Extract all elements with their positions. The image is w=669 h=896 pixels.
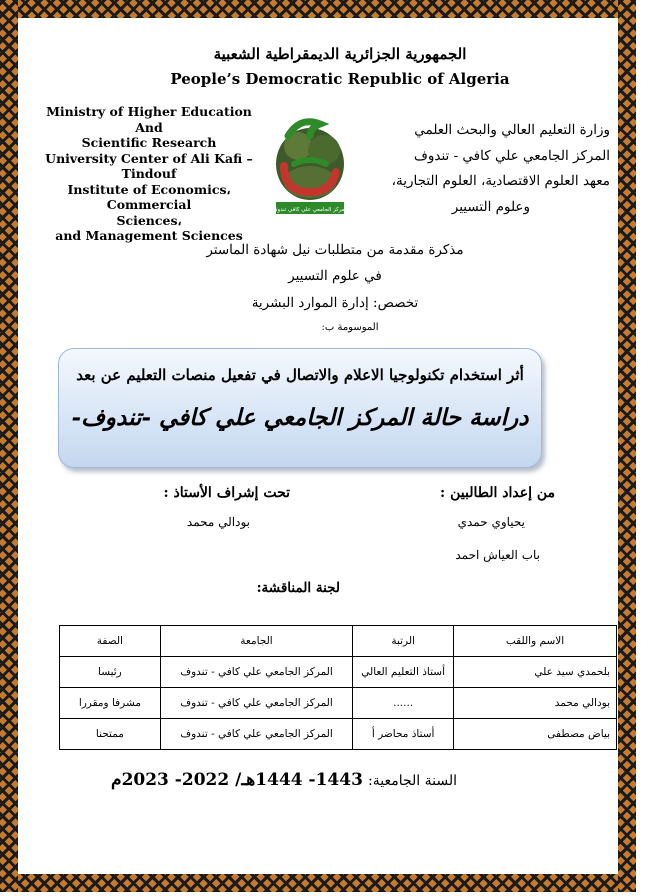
supervisor-name: بودالي محمد bbox=[186, 515, 250, 529]
republic-title-english: People’s Democratic Republic of Algeria bbox=[170, 70, 510, 88]
thesis-purpose: مذكرة مقدمة من متطلبات نيل شهادة الماستر bbox=[206, 242, 464, 258]
jury-member-name: بلحمدي سيد علي bbox=[454, 657, 617, 688]
jury-table bbox=[59, 625, 617, 750]
logo-caption: المركز الجامعي علي كافي تندوف bbox=[271, 207, 349, 213]
university-logo bbox=[270, 110, 350, 218]
student-name: يحياوي حمدي bbox=[457, 515, 525, 529]
institution-line-ar: المركز الجامعي علي كافي - تندوف bbox=[413, 147, 610, 164]
student-name: باب العياش احمد bbox=[455, 548, 540, 562]
jury-member-name: بودالي محمد bbox=[454, 688, 617, 719]
jury-header-name: الاسم واللقب bbox=[454, 626, 617, 657]
thesis-field: في علوم التسيير bbox=[288, 268, 382, 284]
students-label: من إعداد الطالبين : bbox=[440, 485, 555, 501]
academic-year-label: السنة الجامعية: bbox=[368, 773, 457, 789]
jury-member-role: رئيسا bbox=[60, 657, 161, 688]
title-banner bbox=[58, 348, 542, 468]
jury-header-university: الجامعة bbox=[160, 626, 352, 657]
decorative-border-left bbox=[0, 0, 18, 892]
jury-header-rank: الرتبة bbox=[353, 626, 454, 657]
decorative-border-bottom bbox=[0, 874, 636, 892]
institution-line: University Center of Ali Kafi – bbox=[45, 150, 253, 166]
jury-label: لجنة المناقشة: bbox=[256, 580, 340, 596]
institution-block-arabic bbox=[365, 118, 610, 220]
jury-member-name: بياض مصطفى bbox=[454, 719, 617, 750]
thesis-specialty: تخصص: إدارة الموارد البشرية bbox=[251, 295, 419, 311]
institution-block-english bbox=[36, 104, 262, 244]
academic-year-value: 1443- 1444هـ/ 2022- 2023م bbox=[111, 770, 363, 790]
jury-member-university: المركز الجامعي علي كافي - تندوف bbox=[160, 688, 352, 719]
thesis-subtitle: دراسة حالة المركز الجامعي علي كافي -تندوف- bbox=[71, 404, 529, 431]
supervisor-label: تحت إشراف الأستاذ : bbox=[163, 485, 290, 501]
jury-header-role: الصفة bbox=[60, 626, 161, 657]
jury-member-university: المركز الجامعي علي كافي - تندوف bbox=[160, 719, 352, 750]
decorative-border-right bbox=[618, 0, 636, 892]
institution-line-ar: معهد العلوم الاقتصادية، العلوم التجارية، bbox=[391, 173, 610, 189]
jury-member-rank: أستاذ محاضر أ bbox=[353, 719, 454, 750]
table-row bbox=[60, 688, 617, 719]
republic-title-arabic: الجمهورية الجزائرية الديمقراطية الشعبية bbox=[213, 45, 467, 63]
table-row bbox=[60, 657, 617, 688]
institution-line: Scientific Research bbox=[81, 135, 217, 150]
jury-member-rank: ...... bbox=[353, 688, 454, 719]
institution-line: and Management Sciences bbox=[55, 228, 243, 243]
institution-line-ar: وزارة التعليم العالي والبحث العلمي bbox=[414, 122, 610, 138]
jury-member-role: مشرفا ومقررا bbox=[60, 688, 161, 719]
jury-member-university: المركز الجامعي علي كافي - تندوف bbox=[160, 657, 352, 688]
academic-year bbox=[100, 770, 457, 790]
jury-member-rank: أستاذ التعليم العالي bbox=[353, 657, 454, 688]
institution-line: Ministry of Higher Education And bbox=[46, 104, 252, 135]
institution-line-ar: وعلوم التسيير bbox=[451, 198, 530, 215]
institution-line: Institute of Economics، Commercial bbox=[67, 181, 231, 212]
institution-line: Sciences، bbox=[116, 212, 182, 228]
table-row bbox=[60, 719, 617, 750]
jury-member-role: ممتحنا bbox=[60, 719, 161, 750]
institution-line: Tindouf bbox=[121, 166, 177, 181]
jury-header-row bbox=[60, 626, 617, 657]
thesis-titled-label: الموسومة ب: bbox=[321, 322, 379, 333]
decorative-border-top bbox=[0, 0, 636, 18]
thesis-title: أثر استخدام تكنولوجيا الاعلام والاتصال في تفعيل منصات التعليم عن بعد bbox=[76, 366, 524, 384]
